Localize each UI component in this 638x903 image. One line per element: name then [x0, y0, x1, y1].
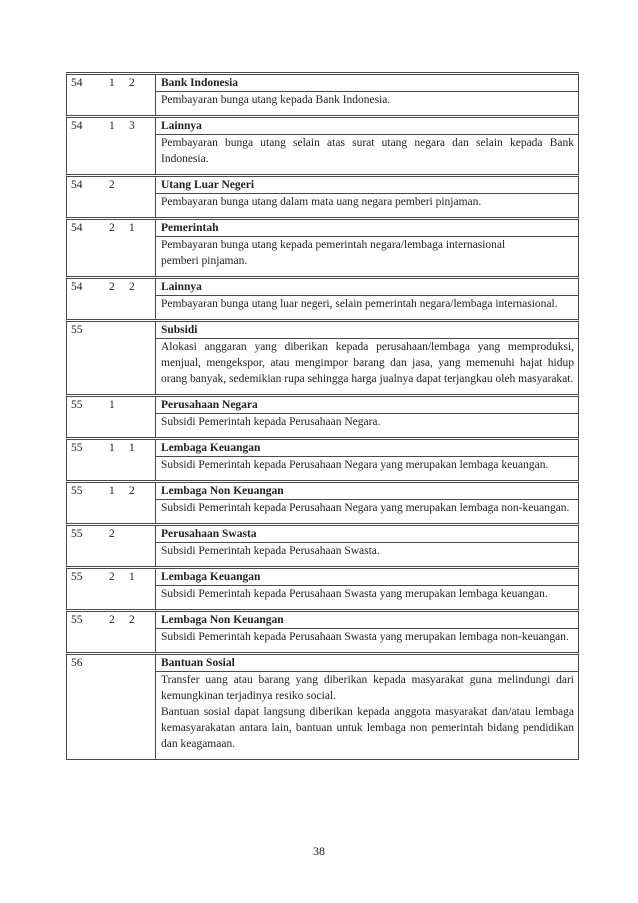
code-segment: 54 [71, 120, 83, 132]
account-code [67, 526, 156, 566]
account-code [67, 177, 156, 217]
description-paragraph: Transfer uang atau barang yang diberikan kepada masyarakat guna melindungi dari kemungkinan terjadinya resiko social. [161, 674, 574, 702]
code-segment: 2 [129, 614, 135, 626]
account-row [66, 72, 579, 115]
account-description [156, 457, 578, 480]
account-description [156, 629, 578, 652]
account-code [67, 118, 156, 174]
account-code [67, 220, 156, 276]
code-segment: 55 [71, 399, 83, 411]
account-description [156, 237, 578, 276]
code-segment: 1 [129, 571, 135, 583]
account-title: Bantuan Sosial [156, 655, 578, 672]
description-paragraph: Pembayaran bunga utang kepada pemerintah negara/lembaga internasional [161, 239, 506, 251]
code-segment: 2 [109, 614, 115, 626]
code-segment: 1 [129, 222, 135, 234]
account-title: Lainnya [156, 118, 578, 135]
account-description [156, 135, 578, 174]
code-segment: 55 [71, 614, 83, 626]
account-code [67, 569, 156, 609]
account-title: Pemerintah [156, 220, 578, 237]
account-title: Lembaga Non Keuangan [156, 612, 578, 629]
account-code [67, 483, 156, 523]
account-description [156, 339, 578, 394]
account-title: Utang Luar Negeri [156, 177, 578, 194]
code-segment: 2 [109, 179, 115, 191]
account-title: Bank Indonesia [156, 75, 578, 92]
code-segment: 55 [71, 442, 83, 454]
description-paragraph: Pembayaran bunga utang selain atas surat utang negara dan selain kepada Bank Indonesia. [161, 137, 574, 165]
account-title: Perusahaan Swasta [156, 526, 578, 543]
code-segment: 54 [71, 77, 83, 89]
account-description [156, 586, 578, 609]
description-paragraph: Subsidi Pemerintah kepada Perusahaan Negara. [161, 416, 381, 428]
code-segment: 55 [71, 324, 83, 336]
code-segment: 2 [129, 485, 135, 497]
account-code [67, 440, 156, 480]
account-title: Lainnya [156, 279, 578, 296]
code-segment: 55 [71, 485, 83, 497]
account-row [66, 566, 579, 609]
account-description [156, 194, 578, 217]
code-segment: 54 [71, 222, 83, 234]
code-segment: 56 [71, 657, 83, 669]
account-description [156, 92, 578, 115]
description-paragraph: Subsidi Pemerintah kepada Perusahaan Swasta. [161, 545, 380, 557]
account-title: Perusahaan Negara [156, 397, 578, 414]
account-code [67, 75, 156, 115]
account-description [156, 543, 578, 566]
description-paragraph: Pembayaran bunga utang luar negeri, selain pemerintah negara/lembaga internasional. [161, 298, 558, 310]
code-segment: 55 [71, 571, 83, 583]
description-paragraph: Subsidi Pemerintah kepada Perusahaan Negara yang merupakan lembaga non-keuangan. [161, 502, 570, 514]
account-description [156, 414, 578, 437]
account-title: Subsidi [156, 322, 578, 339]
account-row [66, 276, 579, 319]
code-segment: 1 [109, 77, 115, 89]
page-number: 38 [313, 844, 325, 858]
account-title: Lembaga Keuangan [156, 440, 578, 457]
account-code [67, 322, 156, 394]
code-segment: 2 [109, 222, 115, 234]
code-segment: 1 [109, 442, 115, 454]
account-row [66, 437, 579, 480]
code-segment: 54 [71, 281, 83, 293]
code-segment: 54 [71, 179, 83, 191]
description-paragraph: Bantuan sosial dapat langsung diberikan kepada anggota masyarakat dan/atau lembaga kemasyarakatan antara lain, bantuan untuk lembaga non pemerintah bidang pendidikan dan keagamaan. [161, 706, 574, 750]
account-code [67, 655, 156, 759]
account-row [66, 523, 579, 566]
code-segment: 1 [129, 442, 135, 454]
code-segment: 2 [129, 77, 135, 89]
account-code [67, 397, 156, 437]
account-row [66, 115, 579, 174]
code-segment: 1 [109, 485, 115, 497]
account-title: Lembaga Keuangan [156, 569, 578, 586]
description-paragraph: pemberi pinjaman. [161, 255, 248, 267]
description-paragraph: Subsidi Pemerintah kepada Perusahaan Swasta yang merupakan lembaga non-keuangan. [161, 631, 569, 643]
code-segment: 1 [109, 399, 115, 411]
account-row [66, 217, 579, 276]
code-segment: 2 [109, 281, 115, 293]
account-row [66, 394, 579, 437]
description-paragraph: Subsidi Pemerintah kepada Perusahaan Swasta yang merupakan lembaga keuangan. [161, 588, 548, 600]
account-description [156, 296, 578, 319]
account-code [67, 279, 156, 319]
account-description [156, 672, 578, 759]
description-paragraph: Pembayaran bunga utang kepada Bank Indonesia. [161, 94, 391, 106]
account-row [66, 609, 579, 652]
code-segment: 3 [129, 120, 135, 132]
account-classification-table [66, 72, 579, 760]
code-segment: 2 [129, 281, 135, 293]
description-paragraph: Alokasi anggaran yang diberikan kepada perusahaan/lembaga yang memproduksi, menjual, mengekspor, atau mengimpor barang dan jasa, yang memenuhi hajat hidup orang banyak, sedemikian rupa sehingga harga jualnya dapat terjangkau oleh masyarakat. [161, 341, 574, 385]
code-segment: 55 [71, 528, 83, 540]
account-row [66, 319, 579, 394]
account-row [66, 174, 579, 217]
code-segment: 1 [109, 120, 115, 132]
description-paragraph: Subsidi Pemerintah kepada Perusahaan Negara yang merupakan lembaga keuangan. [161, 459, 549, 471]
account-description [156, 500, 578, 523]
account-code [67, 612, 156, 652]
code-segment: 2 [109, 571, 115, 583]
code-segment: 2 [109, 528, 115, 540]
account-row [66, 652, 579, 759]
description-paragraph: Pembayaran bunga utang dalam mata uang negara pemberi pinjaman. [161, 196, 482, 208]
account-row [66, 480, 579, 523]
account-title: Lembaga Non Keuangan [156, 483, 578, 500]
